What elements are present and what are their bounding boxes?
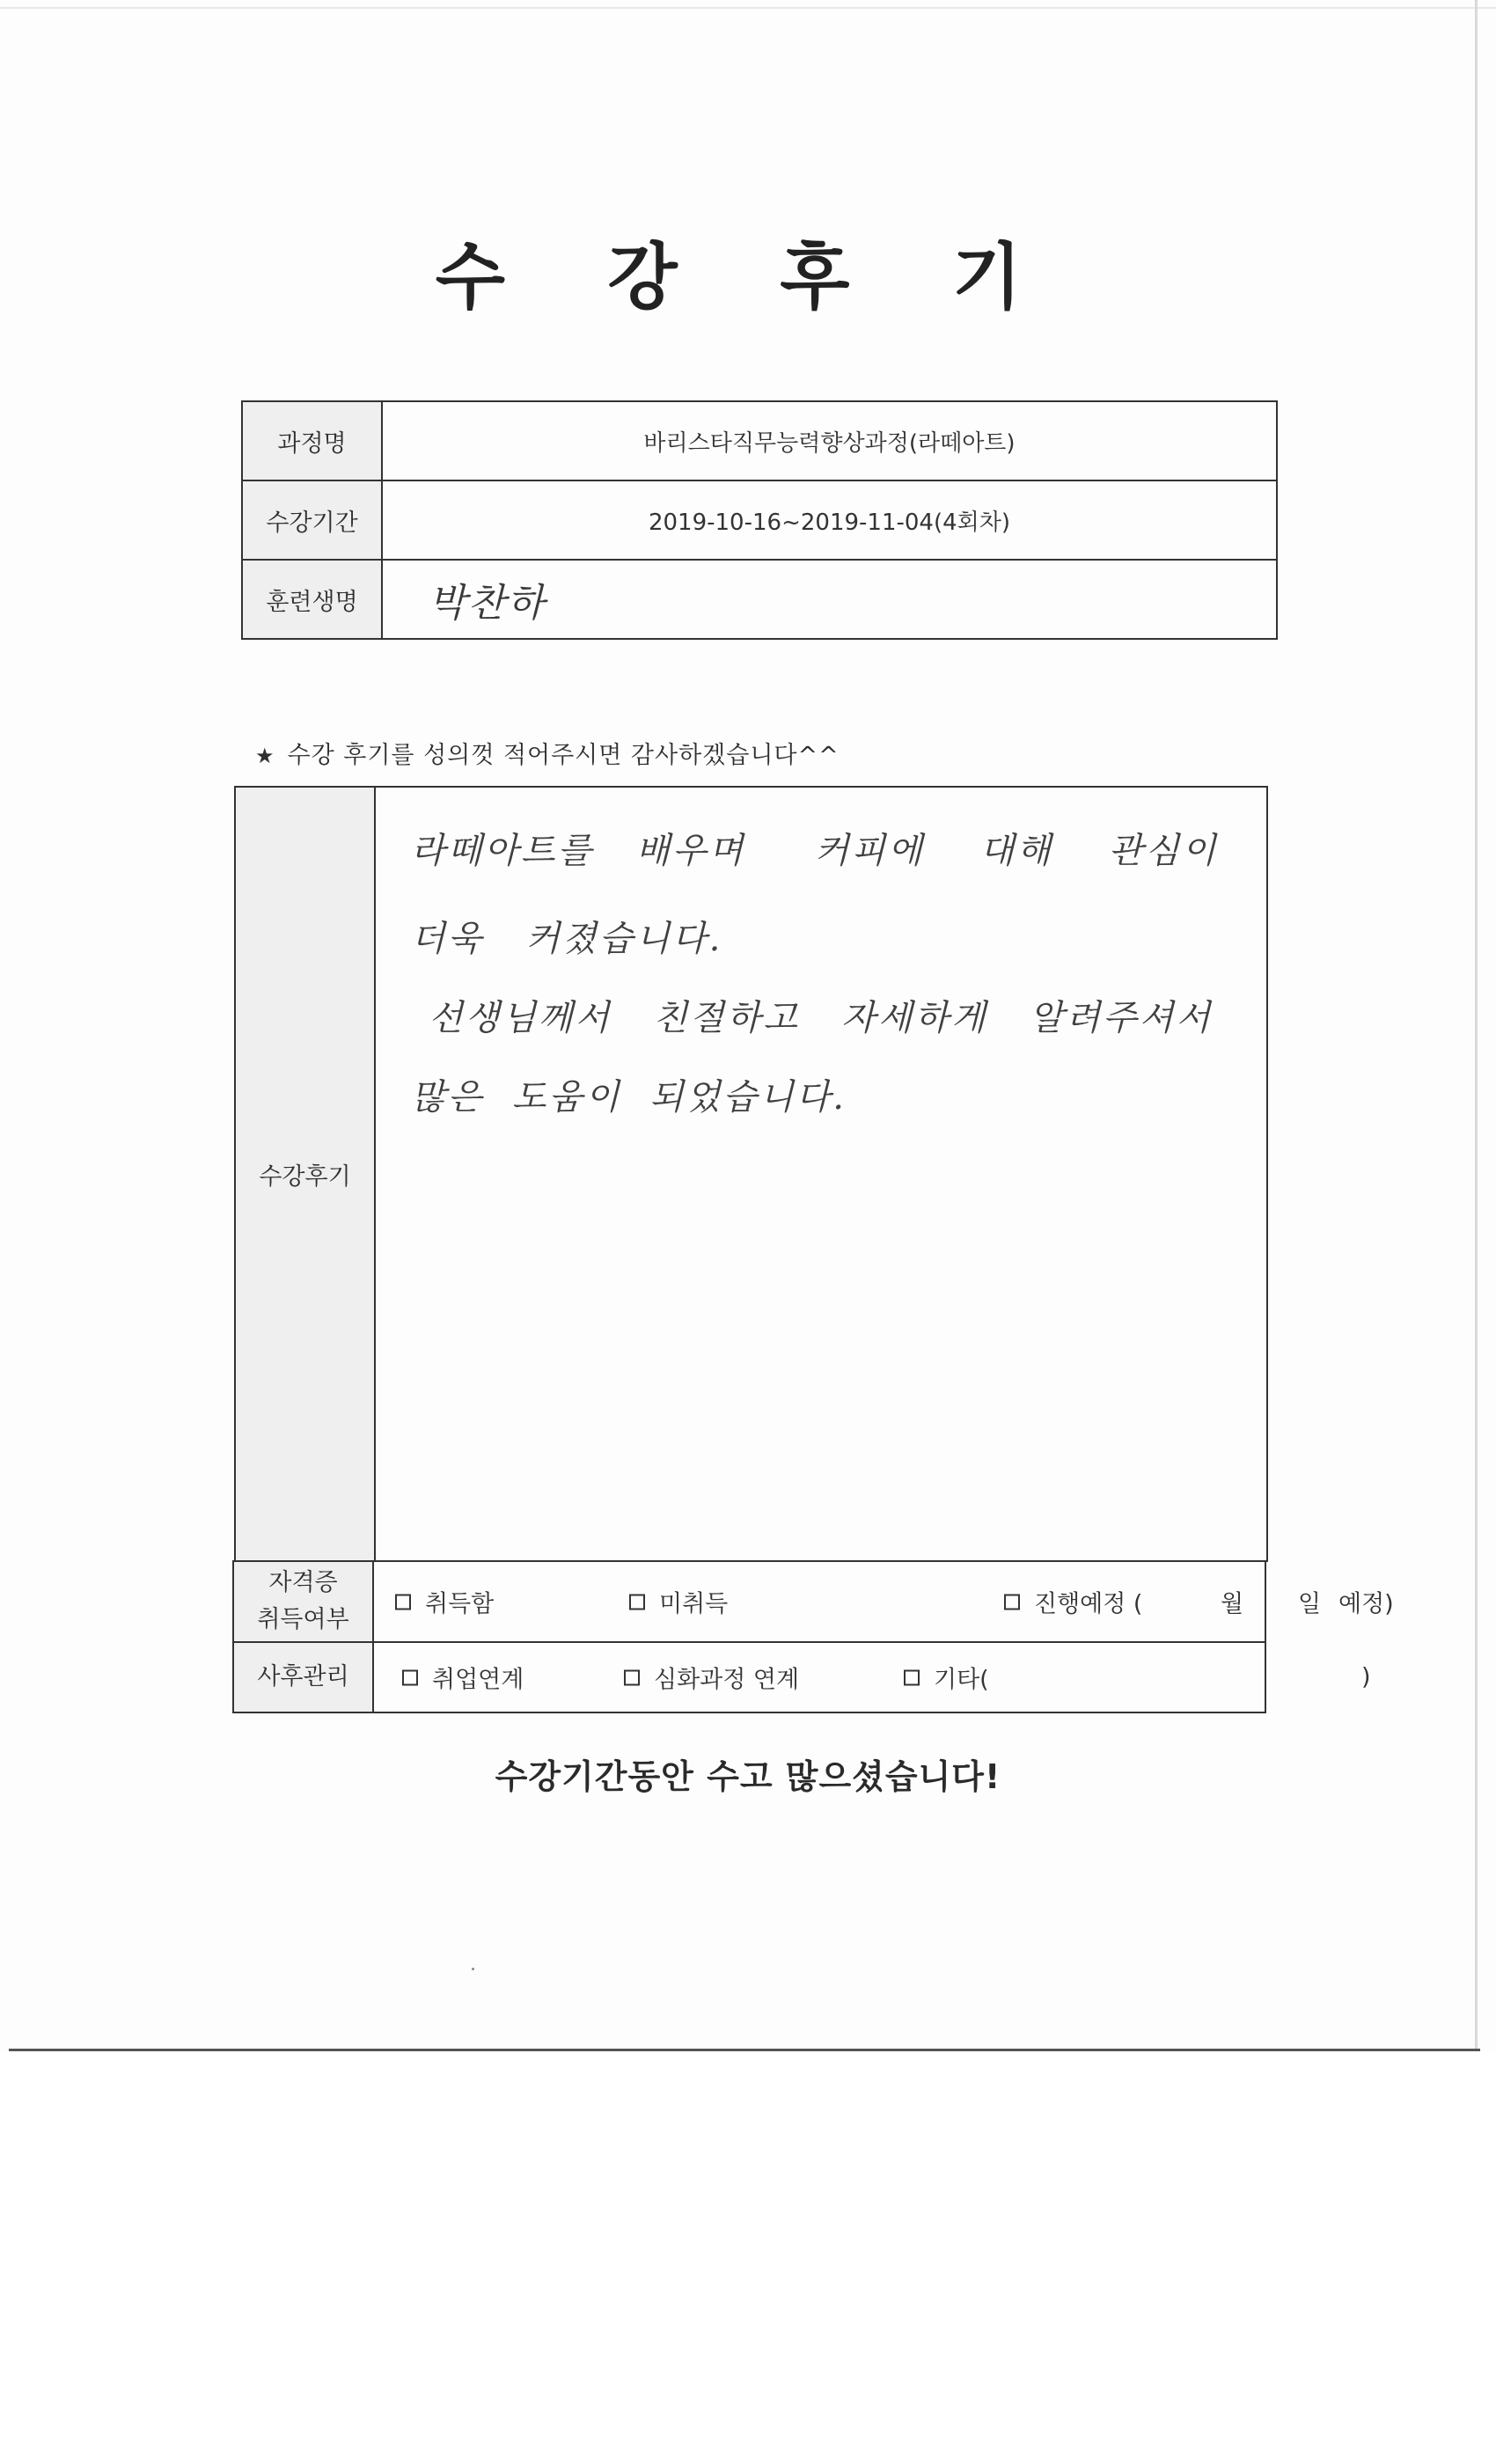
- certificate-label-line2: 취득여부: [257, 1606, 349, 1633]
- course-value: 바리스타직무능력향상과정(라떼아트): [382, 401, 1277, 480]
- followup-options: [373, 1642, 1371, 1712]
- followup-option-advanced-course[interactable]: 심화과정 연계: [624, 1661, 799, 1695]
- certificate-option-not-obtained[interactable]: 미취득: [629, 1585, 728, 1619]
- checkbox-icon[interactable]: [904, 1670, 920, 1686]
- document-title: 수 강 후 기: [435, 236, 1061, 319]
- review-table: [234, 786, 1268, 1562]
- course-label: 과정명: [242, 401, 382, 480]
- trainee-row: [242, 560, 1277, 639]
- followup-label: 사후관리: [233, 1642, 373, 1712]
- star-icon: ★: [255, 744, 275, 768]
- trainee-name-cell: [382, 560, 1277, 639]
- review-line-3: 선생님께서 친절하고 자세하게 알려주셔서: [429, 998, 1213, 1038]
- page-edge-top: [0, 7, 1496, 9]
- trainee-label: 훈련생명: [242, 560, 382, 639]
- checkbox-icon[interactable]: [1004, 1595, 1020, 1610]
- certificate-label-line1: 자격증: [268, 1569, 338, 1596]
- checkbox-icon[interactable]: [624, 1670, 640, 1686]
- planned-month-label: 월: [1221, 1590, 1244, 1618]
- scan-speck: [472, 1968, 474, 1970]
- followup-option-other[interactable]: 기타(: [904, 1661, 989, 1695]
- notice-line: [255, 736, 840, 770]
- review-line-1: 라떼아트를 배우며 커피에 대해 관심이: [411, 831, 1219, 871]
- review-content: [375, 787, 1267, 1561]
- options-table: [232, 1560, 1394, 1713]
- page-edge-bottom: [9, 2049, 1480, 2051]
- certificate-option-obtained[interactable]: 취득함: [395, 1585, 494, 1619]
- period-row: [242, 480, 1277, 560]
- period-label: 수강기간: [242, 480, 382, 560]
- course-info-table: [241, 400, 1278, 640]
- review-line-2: 더욱 커졌습니다.: [411, 919, 723, 959]
- checkbox-icon[interactable]: [629, 1595, 645, 1610]
- review-label: 수강후기: [235, 787, 375, 1561]
- certificate-options: [373, 1561, 1394, 1642]
- followup-row: [233, 1642, 1265, 1712]
- review-row: [235, 787, 1267, 1561]
- review-line-4: 많은 도움이 되었습니다.: [411, 1077, 847, 1118]
- course-row: [242, 401, 1277, 480]
- checkbox-icon[interactable]: [402, 1670, 418, 1686]
- certificate-option-planned[interactable]: 진행예정 (: [1004, 1585, 1142, 1619]
- certificate-row: [233, 1561, 1265, 1642]
- certificate-label: [233, 1561, 373, 1642]
- checkbox-icon[interactable]: [395, 1595, 411, 1610]
- followup-option-employment[interactable]: 취업연계: [402, 1661, 524, 1695]
- trainee-name-handwritten: 박찬하: [429, 581, 546, 626]
- followup-other-end: ): [1361, 1663, 1371, 1691]
- period-value: 2019-10-16~2019-11-04(4회차): [382, 480, 1277, 560]
- closing-message: 수강기간동안 수고 많으셨습니다!: [495, 1757, 1001, 1796]
- planned-day-label: 일: [1298, 1590, 1322, 1618]
- notice-text: 수강 후기를 성의껏 적어주시면 감사하겠습니다^^: [287, 742, 840, 769]
- planned-end-label: 예정): [1338, 1590, 1394, 1618]
